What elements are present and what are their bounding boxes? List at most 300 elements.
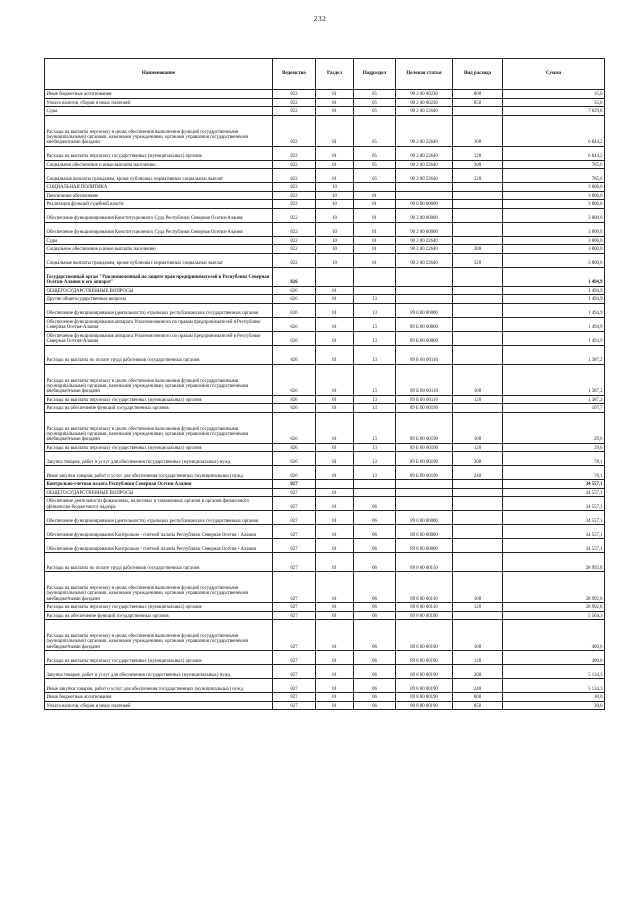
cell-expense: 240 <box>453 679 503 693</box>
cell-section: 01 <box>316 331 354 345</box>
cell-target: 90 2 00 00230 <box>396 90 453 99</box>
cell-expense <box>453 107 503 116</box>
cell-subsection: 13 <box>354 364 396 395</box>
cell-name: Иные бюджетные ассигнования <box>45 90 273 99</box>
cell-dept: 827 <box>273 525 316 539</box>
cell-subsection: 13 <box>354 331 396 345</box>
header-amount: Сумма <box>503 59 605 90</box>
cell-subsection: 05 <box>354 115 396 146</box>
cell-subsection <box>354 286 396 295</box>
header-dept: Ведомство <box>273 59 316 90</box>
cell-name: Социальные выплаты гражданам, кроме публичных нормативных социальных выплат <box>45 253 273 267</box>
cell-section: 10 <box>316 245 354 254</box>
cell-subsection: 13 <box>354 395 396 404</box>
cell-dept: 827 <box>273 679 316 693</box>
cell-dept: 822 <box>273 115 316 146</box>
cell-subsection: 06 <box>354 665 396 679</box>
cell-subsection: 01 <box>354 236 396 245</box>
cell-expense <box>453 511 503 525</box>
cell-target: 89 8 00 00190 <box>396 620 453 651</box>
cell-section: 01 <box>316 553 354 572</box>
cell-subsection: 06 <box>354 572 396 603</box>
cell-subsection: 13 <box>354 452 396 466</box>
table-row <box>45 267 605 286</box>
cell-subsection: 13 <box>354 466 396 480</box>
table-row <box>45 317 605 331</box>
cell-expense <box>453 345 503 364</box>
cell-name: Расходы на выплаты персоналу государственных (муниципальных) органов <box>45 395 273 404</box>
table-row <box>45 452 605 466</box>
table-row <box>45 200 605 209</box>
cell-name: Расходы на выплаты персоналу в целях обеспечения выполнения функций государственными (муниципальными) органами, казенными учреждениями, органами управления государственными внебюджетными фондами <box>45 115 273 146</box>
cell-dept: 826 <box>273 466 316 480</box>
cell-target: 89 Б 00 00190 <box>396 443 453 452</box>
cell-target: 90 2 00 22640 <box>396 146 453 160</box>
cell-target <box>396 488 453 497</box>
cell-amount: 28 992,8 <box>503 603 605 612</box>
cell-dept: 822 <box>273 169 316 183</box>
cell-name: Расходы на выплаты персоналу в целях обеспечения выполнения функций государственными (муниципальными) органами, казенными учреждениями, органами управления государственными внебюджетными фондами <box>45 412 273 443</box>
cell-dept: 826 <box>273 364 316 395</box>
cell-subsection: 13 <box>354 303 396 317</box>
cell-name: Расходы на выплаты по оплате труда работников государственных органов <box>45 345 273 364</box>
cell-subsection: 01 <box>354 191 396 200</box>
cell-expense <box>453 236 503 245</box>
cell-amount: 400,0 <box>503 651 605 665</box>
cell-amount: 5 564,3 <box>503 611 605 620</box>
cell-expense: 120 <box>453 603 503 612</box>
cell-dept: 827 <box>273 511 316 525</box>
table-row <box>45 693 605 702</box>
cell-amount: 3 800,0 <box>503 222 605 236</box>
cell-name: Расходы на обеспечение функций государственных органов <box>45 404 273 413</box>
cell-name: Расходы на выплаты персоналу государственных (муниципальных) органов <box>45 603 273 612</box>
cell-name: Расходы на выплаты по оплате труда работников государственных органов <box>45 553 273 572</box>
cell-dept: 826 <box>273 286 316 295</box>
cell-dept: 827 <box>273 603 316 612</box>
cell-section: 01 <box>316 488 354 497</box>
cell-subsection: 06 <box>354 497 396 511</box>
cell-subsection <box>354 267 396 286</box>
cell-target <box>396 183 453 192</box>
cell-target: 89 Б 00 00110 <box>396 395 453 404</box>
cell-subsection: 06 <box>354 611 396 620</box>
cell-target <box>396 497 453 511</box>
cell-subsection: 13 <box>354 412 396 443</box>
cell-expense <box>453 295 503 304</box>
header-target: Целевая статья <box>396 59 453 90</box>
header-name: Наименование <box>45 59 273 90</box>
cell-target <box>396 267 453 286</box>
cell-target: 89 8 00 00190 <box>396 679 453 693</box>
table-row <box>45 146 605 160</box>
table-row <box>45 466 605 480</box>
table-row <box>45 253 605 267</box>
cell-target: 90 2 00 00000 <box>396 222 453 236</box>
cell-amount: 5 134,3 <box>503 679 605 693</box>
cell-name: Расходы на выплаты персоналу государственных (муниципальных) органов <box>45 651 273 665</box>
cell-dept: 826 <box>273 395 316 404</box>
table-row <box>45 191 605 200</box>
table-row <box>45 183 605 192</box>
cell-dept: 826 <box>273 443 316 452</box>
cell-name: Обеспечение функционирования Контрольно - счетной палаты Республики Северная Осетия - Алания <box>45 539 273 553</box>
cell-section: 01 <box>316 317 354 331</box>
cell-subsection: 06 <box>354 620 396 651</box>
cell-name: Другие общегосударственные вопросы <box>45 295 273 304</box>
cell-expense <box>453 317 503 331</box>
cell-target: 89 Б 00 00000 <box>396 317 453 331</box>
cell-dept: 822 <box>273 146 316 160</box>
cell-name: Суды <box>45 236 273 245</box>
cell-expense: 100 <box>453 620 503 651</box>
cell-dept: 827 <box>273 572 316 603</box>
cell-dept: 826 <box>273 412 316 443</box>
table-row <box>45 169 605 183</box>
cell-target: 90 2 00 22640 <box>396 115 453 146</box>
cell-section: 01 <box>316 603 354 612</box>
cell-expense <box>453 286 503 295</box>
cell-amount: 1 387,2 <box>503 395 605 404</box>
cell-name: Обеспечение функционирования Конституционного Суда Республики Северная Осетия-Алания <box>45 208 273 222</box>
cell-expense <box>453 191 503 200</box>
cell-dept: 826 <box>273 345 316 364</box>
cell-target: 89 0 00 00000 <box>396 303 453 317</box>
cell-section: 01 <box>316 443 354 452</box>
cell-dept: 827 <box>273 611 316 620</box>
cell-amount: 3 800,0 <box>503 200 605 209</box>
cell-expense: 300 <box>453 245 503 254</box>
cell-section: 01 <box>316 525 354 539</box>
cell-subsection: 01 <box>354 222 396 236</box>
cell-target: 89 Б 00 00190 <box>396 404 453 413</box>
header-subsection: Подраздел <box>354 59 396 90</box>
cell-subsection: 06 <box>354 511 396 525</box>
cell-expense: 100 <box>453 412 503 443</box>
cell-amount: 34 557,1 <box>503 525 605 539</box>
cell-section: 01 <box>316 115 354 146</box>
cell-subsection: 05 <box>354 90 396 99</box>
cell-dept: 822 <box>273 107 316 116</box>
table-row <box>45 412 605 443</box>
cell-target: 89 8 00 00000 <box>396 525 453 539</box>
cell-expense <box>453 331 503 345</box>
cell-name: Иные закупки товаров, работ и услуг для обеспечения государственных (муниципальных) нужд <box>45 466 273 480</box>
cell-dept: 826 <box>273 267 316 286</box>
table-header <box>45 59 605 90</box>
table-row <box>45 620 605 651</box>
cell-section: 01 <box>316 303 354 317</box>
cell-subsection: 05 <box>354 160 396 169</box>
cell-dept: 827 <box>273 539 316 553</box>
cell-subsection: 01 <box>354 245 396 254</box>
cell-target: 89 8 00 00000 <box>396 539 453 553</box>
cell-amount: 28 992,8 <box>503 553 605 572</box>
cell-amount: 3 800,0 <box>503 236 605 245</box>
cell-section: 01 <box>316 286 354 295</box>
cell-section: 01 <box>316 404 354 413</box>
cell-amount: 785,6 <box>503 160 605 169</box>
cell-target: 89 Б 00 00110 <box>396 364 453 395</box>
cell-dept: 822 <box>273 245 316 254</box>
cell-dept: 827 <box>273 620 316 651</box>
cell-expense <box>453 222 503 236</box>
cell-dept: 826 <box>273 317 316 331</box>
table-row <box>45 222 605 236</box>
cell-subsection: 05 <box>354 98 396 107</box>
cell-amount: 35,0 <box>503 98 605 107</box>
cell-subsection: 13 <box>354 295 396 304</box>
cell-dept: 822 <box>273 200 316 209</box>
cell-expense: 850 <box>453 701 503 710</box>
cell-section: 01 <box>316 395 354 404</box>
cell-dept: 822 <box>273 90 316 99</box>
cell-dept: 826 <box>273 331 316 345</box>
cell-name: ОБЩЕГОСУДАРСТВЕННЫЕ ВОПРОСЫ <box>45 488 273 497</box>
cell-section: 10 <box>316 200 354 209</box>
table-row <box>45 572 605 603</box>
cell-section: 01 <box>316 146 354 160</box>
cell-expense: 320 <box>453 253 503 267</box>
cell-expense <box>453 525 503 539</box>
cell-amount: 35,0 <box>503 90 605 99</box>
cell-subsection: 06 <box>354 679 396 693</box>
cell-expense <box>453 497 503 511</box>
cell-dept: 822 <box>273 191 316 200</box>
table-row <box>45 553 605 572</box>
cell-dept: 822 <box>273 183 316 192</box>
header-expense: Вид расхода <box>453 59 503 90</box>
table-row <box>45 701 605 710</box>
table-row <box>45 665 605 679</box>
cell-dept: 822 <box>273 236 316 245</box>
cell-subsection <box>354 480 396 489</box>
cell-amount: 34 557,1 <box>503 488 605 497</box>
cell-target: 89 8 00 00110 <box>396 603 453 612</box>
cell-expense: 120 <box>453 651 503 665</box>
cell-target <box>396 286 453 295</box>
cell-expense: 120 <box>453 395 503 404</box>
cell-amount: 3 800,0 <box>503 183 605 192</box>
cell-dept: 822 <box>273 222 316 236</box>
cell-name: Закупка товаров, работ и услуг для обеспечения государственных (муниципальных) нужд <box>45 665 273 679</box>
cell-name: Обеспечение функционирования Конституционного Суда Республики Северная Осетия-Алания <box>45 222 273 236</box>
cell-dept: 822 <box>273 160 316 169</box>
cell-name: Закупка товаров, работ и услуг для обеспечения государственных (муниципальных) нужд <box>45 452 273 466</box>
cell-subsection: 01 <box>354 208 396 222</box>
cell-amount: 29,6 <box>503 443 605 452</box>
cell-name: Обеспечение функционирования (деятельности) отдельных республиканских государственных органов <box>45 303 273 317</box>
cell-section: 01 <box>316 651 354 665</box>
cell-name: Контрольно-счетная палата Республики Северная Осетия-Алания <box>45 480 273 489</box>
cell-expense: 120 <box>453 443 503 452</box>
cell-name: СОЦИАЛЬНАЯ ПОЛИТИКА <box>45 183 273 192</box>
cell-name: Расходы на выплаты персоналу государственных (муниципальных) органов <box>45 443 273 452</box>
cell-subsection: 13 <box>354 443 396 452</box>
cell-expense <box>453 404 503 413</box>
cell-subsection: 06 <box>354 693 396 702</box>
cell-subsection: 06 <box>354 553 396 572</box>
table-row <box>45 107 605 116</box>
cell-amount: 400,0 <box>503 620 605 651</box>
cell-section: 01 <box>316 107 354 116</box>
cell-subsection: 06 <box>354 539 396 553</box>
cell-amount: 1 494,9 <box>503 317 605 331</box>
table-body <box>45 90 605 710</box>
cell-expense: 800 <box>453 90 503 99</box>
cell-target: 89 Б 00 00190 <box>396 466 453 480</box>
table-row <box>45 603 605 612</box>
cell-amount: 3 800,0 <box>503 245 605 254</box>
cell-section: 10 <box>316 191 354 200</box>
table-row <box>45 395 605 404</box>
cell-name: Обеспечение функционирования Контрольно - счетной палаты Республики Северная Осетия - Алания <box>45 525 273 539</box>
cell-expense <box>453 183 503 192</box>
cell-name: ОБЩЕГОСУДАРСТВЕННЫЕ ВОПРОСЫ <box>45 286 273 295</box>
cell-dept: 827 <box>273 693 316 702</box>
cell-expense <box>453 267 503 286</box>
cell-dept: 827 <box>273 480 316 489</box>
cell-target: 90 2 00 22640 <box>396 169 453 183</box>
cell-section: 01 <box>316 511 354 525</box>
cell-expense: 240 <box>453 466 503 480</box>
cell-dept: 826 <box>273 303 316 317</box>
table-row <box>45 115 605 146</box>
cell-amount: 1 494,9 <box>503 331 605 345</box>
cell-name: Расходы на выплаты персоналу в целях обеспечения выполнения функций государственными (муниципальными) органами, казенными учреждениями, органами управления государственными внебюджетными фондами <box>45 620 273 651</box>
cell-target: 89 8 00 00110 <box>396 572 453 603</box>
cell-name: Государственный орган "Уполномоченный по защите прав предпринимателей в Республике Северная Осетия-Алания и его аппарат" <box>45 267 273 286</box>
cell-name: Обеспечение деятельности финансовых, налоговых и таможенных органов и органов финансового (финансово-бюджетного) надзора <box>45 497 273 511</box>
cell-section: 01 <box>316 693 354 702</box>
cell-name: Реализация функций судебной власти <box>45 200 273 209</box>
cell-subsection: 06 <box>354 651 396 665</box>
cell-section: 10 <box>316 183 354 192</box>
cell-expense <box>453 480 503 489</box>
cell-dept: 826 <box>273 295 316 304</box>
cell-name: Расходы на выплаты персоналу в целях обеспечения выполнения функций государственными (муниципальными) органами, казенными учреждениями, органами управления государственными внебюджетными фондами <box>45 572 273 603</box>
cell-expense: 800 <box>453 693 503 702</box>
cell-dept: 822 <box>273 208 316 222</box>
cell-target: 89 8 00 00190 <box>396 693 453 702</box>
cell-expense <box>453 539 503 553</box>
cell-subsection <box>354 183 396 192</box>
cell-section: 01 <box>316 539 354 553</box>
cell-amount: 785,6 <box>503 169 605 183</box>
table-row <box>45 404 605 413</box>
table-row <box>45 511 605 525</box>
cell-expense <box>453 488 503 497</box>
cell-subsection: 05 <box>354 107 396 116</box>
table-row <box>45 525 605 539</box>
cell-section: 01 <box>316 497 354 511</box>
cell-subsection <box>354 488 396 497</box>
table-row <box>45 539 605 553</box>
cell-section: 01 <box>316 169 354 183</box>
cell-section: 01 <box>316 345 354 364</box>
table-row <box>45 303 605 317</box>
cell-section <box>316 267 354 286</box>
cell-expense: 200 <box>453 452 503 466</box>
cell-expense: 100 <box>453 364 503 395</box>
cell-expense: 200 <box>453 665 503 679</box>
table-row <box>45 286 605 295</box>
table-row <box>45 98 605 107</box>
cell-dept: 827 <box>273 497 316 511</box>
cell-section: 01 <box>316 701 354 710</box>
table-row <box>45 160 605 169</box>
cell-target: 89 Б 00 00190 <box>396 452 453 466</box>
cell-expense: 850 <box>453 98 503 107</box>
cell-section: 01 <box>316 572 354 603</box>
table-row <box>45 364 605 395</box>
table-row <box>45 236 605 245</box>
cell-subsection: 01 <box>354 200 396 209</box>
cell-section: 01 <box>316 98 354 107</box>
cell-section: 10 <box>316 236 354 245</box>
cell-section: 01 <box>316 364 354 395</box>
cell-amount: 6 844,2 <box>503 146 605 160</box>
cell-section: 01 <box>316 90 354 99</box>
table-row <box>45 331 605 345</box>
cell-target: 90 0 00 00000 <box>396 200 453 209</box>
cell-target: 89 0 00 00000 <box>396 511 453 525</box>
cell-amount: 78,1 <box>503 452 605 466</box>
table-row <box>45 679 605 693</box>
budget-table <box>44 58 605 710</box>
cell-section: 10 <box>316 208 354 222</box>
table-row <box>45 443 605 452</box>
cell-amount: 28 992,8 <box>503 572 605 603</box>
cell-amount: 7 629,8 <box>503 107 605 116</box>
cell-amount: 1 387,2 <box>503 345 605 364</box>
cell-amount: 1 494,9 <box>503 267 605 286</box>
cell-target: 89 8 00 00190 <box>396 611 453 620</box>
cell-subsection: 06 <box>354 525 396 539</box>
cell-name: Иные закупки товаров, работ и услуг для обеспечения государственных (муниципальных) нужд <box>45 679 273 693</box>
cell-amount: 3 800,0 <box>503 208 605 222</box>
table-row <box>45 497 605 511</box>
cell-expense <box>453 553 503 572</box>
cell-name: Социальные выплаты гражданам, кроме публичных нормативных социальных выплат <box>45 169 273 183</box>
cell-name: Социальное обеспечение и иные выплаты населению <box>45 245 273 254</box>
cell-amount: 3 800,0 <box>503 191 605 200</box>
cell-subsection: 01 <box>354 253 396 267</box>
cell-target: 90 2 00 00230 <box>396 98 453 107</box>
cell-subsection: 05 <box>354 146 396 160</box>
page-number: 232 <box>313 14 327 23</box>
cell-target <box>396 480 453 489</box>
cell-target: 90 2 00 22640 <box>396 160 453 169</box>
cell-amount: 34 557,1 <box>503 480 605 489</box>
cell-section: 01 <box>316 466 354 480</box>
cell-subsection: 06 <box>354 603 396 612</box>
cell-amount: 5 134,3 <box>503 665 605 679</box>
cell-expense <box>453 200 503 209</box>
cell-name: Уплата налогов, сборов и иных платежей <box>45 701 273 710</box>
header-row <box>45 59 605 90</box>
cell-amount: 30,0 <box>503 701 605 710</box>
cell-amount: 3 800,0 <box>503 253 605 267</box>
cell-name: Суды <box>45 107 273 116</box>
cell-target: 89 8 00 00110 <box>396 553 453 572</box>
cell-target <box>396 295 453 304</box>
table-row <box>45 90 605 99</box>
cell-amount: 1 494,9 <box>503 286 605 295</box>
table-row <box>45 345 605 364</box>
cell-target: 89 8 00 00190 <box>396 665 453 679</box>
cell-amount: 1 387,2 <box>503 364 605 395</box>
